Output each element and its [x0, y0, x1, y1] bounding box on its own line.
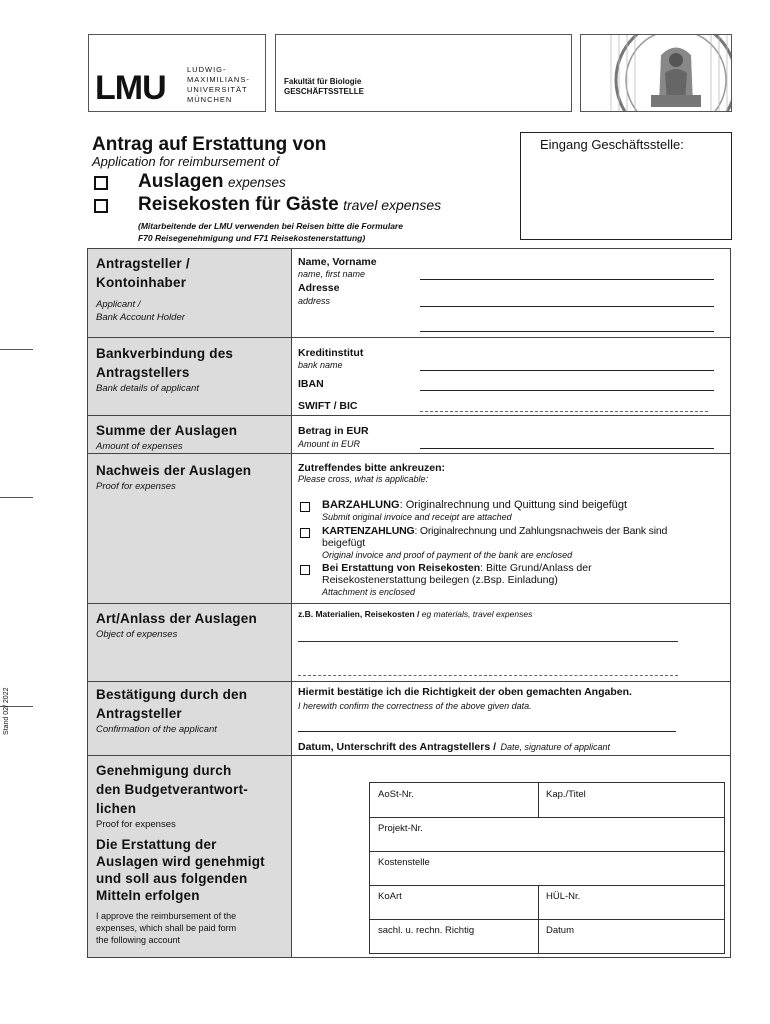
huel-field[interactable]: HÜL-Nr. — [546, 891, 581, 902]
faculty-text: Fakultät für Biologie GESCHÄFTSSTELLE — [284, 77, 365, 96]
bank-heading: Bankverbindung des Antragstellers Bank details of applicant — [96, 346, 234, 394]
row-divider — [88, 681, 730, 682]
projekt-field[interactable]: Projekt-Nr. — [378, 823, 423, 834]
swift-input[interactable] — [420, 411, 708, 412]
iban-input[interactable] — [420, 390, 714, 391]
signature-input[interactable] — [298, 731, 676, 732]
bank-name-input[interactable] — [420, 370, 714, 371]
fold-mark — [0, 349, 33, 350]
university-seal-image — [581, 35, 732, 112]
name-input[interactable] — [420, 279, 714, 280]
account-col-divider — [538, 783, 539, 817]
account-col-divider — [538, 885, 539, 953]
confirm-text: Hiermit bestätige ich die Richtigkeit der oben gemachten Angaben. I herewith confirm the correctness of the above given data. — [298, 686, 632, 711]
object-heading: Art/Anlass der Auslagen Object of expenses — [96, 611, 257, 640]
bank-name-label: Kreditinstitut bank name — [298, 347, 364, 370]
address-field-label: Adresse address — [298, 282, 340, 306]
reisekosten-attachment-option: Bei Erstattung von Reisekosten: Bitte Grund/Anlass der Reisekostenerstattung beilegen (z.Bsp. Einladung) Attachment is enclosed — [322, 562, 592, 597]
kartenzahlung-checkbox[interactable] — [300, 528, 310, 538]
applicant-heading: Antragsteller / Kontoinhaber Applicant / Bank Account Holder — [96, 256, 190, 323]
row-divider — [88, 453, 730, 454]
form-title: Antrag auf Erstattung von — [92, 134, 327, 155]
university-name: LUDWIG- MAXIMILIANS- UNIVERSITÄT MÜNCHEN — [187, 65, 250, 104]
logo-box — [88, 34, 266, 112]
reisekosten-option: Reisekosten für Gäste travel expenses — [138, 194, 442, 215]
sachl-richtig-field[interactable]: sachl. u. rechn. Richtig — [378, 925, 475, 936]
row-divider — [88, 415, 730, 416]
sum-heading: Summe der Auslagen Amount of expenses — [96, 423, 238, 452]
amount-label: Betrag in EUR Amount in EUR — [298, 425, 369, 449]
kap-titel-field[interactable]: Kap./Titel — [546, 789, 586, 800]
row-divider — [88, 755, 730, 756]
reisekosten-checkbox[interactable] — [94, 199, 108, 213]
auslagen-checkbox[interactable] — [94, 176, 108, 190]
datum-field[interactable]: Datum — [546, 925, 574, 936]
amount-input[interactable] — [420, 448, 714, 449]
account-row-divider — [370, 885, 724, 886]
iban-label: IBAN — [298, 378, 324, 390]
address-input[interactable] — [420, 306, 714, 307]
form-subtitle: Application for reimbursement of — [92, 154, 280, 169]
aost-field[interactable]: AoSt-Nr. — [378, 789, 414, 800]
form-table — [87, 248, 731, 958]
object-hint: z.B. Materialien, Reisekosten / eg materials, travel expenses — [298, 609, 533, 619]
row-divider — [88, 603, 730, 604]
name-field-label: Name, Vorname name, first name — [298, 256, 377, 279]
lmu-logo: LMU — [95, 69, 166, 107]
side-stamp: Stand 02/ 2022 — [3, 687, 10, 735]
object-input-1[interactable] — [298, 641, 678, 642]
kostenstelle-field[interactable]: Kostenstelle — [378, 857, 430, 868]
swift-label: SWIFT / BIC — [298, 400, 358, 412]
account-row-divider — [370, 851, 724, 852]
eingang-box — [520, 132, 732, 240]
koart-field[interactable]: KoArt — [378, 891, 402, 902]
account-table — [369, 782, 725, 954]
row-divider — [88, 337, 730, 338]
staff-note: (Mitarbeitende der LMU verwenden bei Reisen bitte die Formulare F70 Reisegenehmigung und F71 Reisekostenerstattung) — [138, 221, 403, 243]
signature-label: Datum, Unterschrift des Antragstellers / Date, signature of applicant — [298, 741, 611, 753]
seal-box — [580, 34, 732, 112]
account-row-divider — [370, 919, 724, 920]
auslagen-option: Auslagen expenses — [138, 171, 286, 192]
confirm-heading: Bestätigung durch den Antragsteller Confirmation of the applicant — [96, 687, 248, 735]
object-input-2[interactable] — [298, 675, 678, 676]
faculty-box — [275, 34, 572, 112]
kartenzahlung-option: KARTENZAHLUNG: Originalrechnung und Zahlungsnachweis der Bank sind beigefügt Original invoice and proof of payment of the bank are enclosed — [322, 525, 668, 560]
proof-heading: Nachweis der Auslagen Proof for expenses — [96, 463, 252, 492]
eingang-label: Eingang Geschäftsstelle: — [540, 137, 684, 152]
fold-mark — [0, 497, 33, 498]
barzahlung-checkbox[interactable] — [300, 502, 310, 512]
approval-heading: Genehmigung durch den Budgetverantwort- lichen Proof for expenses Die Erstattung der Auslagen wird genehmigt und soll aus folgenden Mitteln erfolgen I approve the reimbursement of the expenses, which shall be paid form the following account — [96, 763, 265, 945]
address-input-2[interactable] — [420, 331, 714, 332]
barzahlung-option: BARZAHLUNG: Originalrechnung und Quittung sind beigefügt Submit original invoice and receipt are attached — [322, 499, 628, 522]
account-row-divider — [370, 817, 724, 818]
proof-instructions: Zutreffendes bitte ankreuzen: Please cross, what is applicable: — [298, 462, 446, 484]
reisekosten-attachment-checkbox[interactable] — [300, 565, 310, 575]
